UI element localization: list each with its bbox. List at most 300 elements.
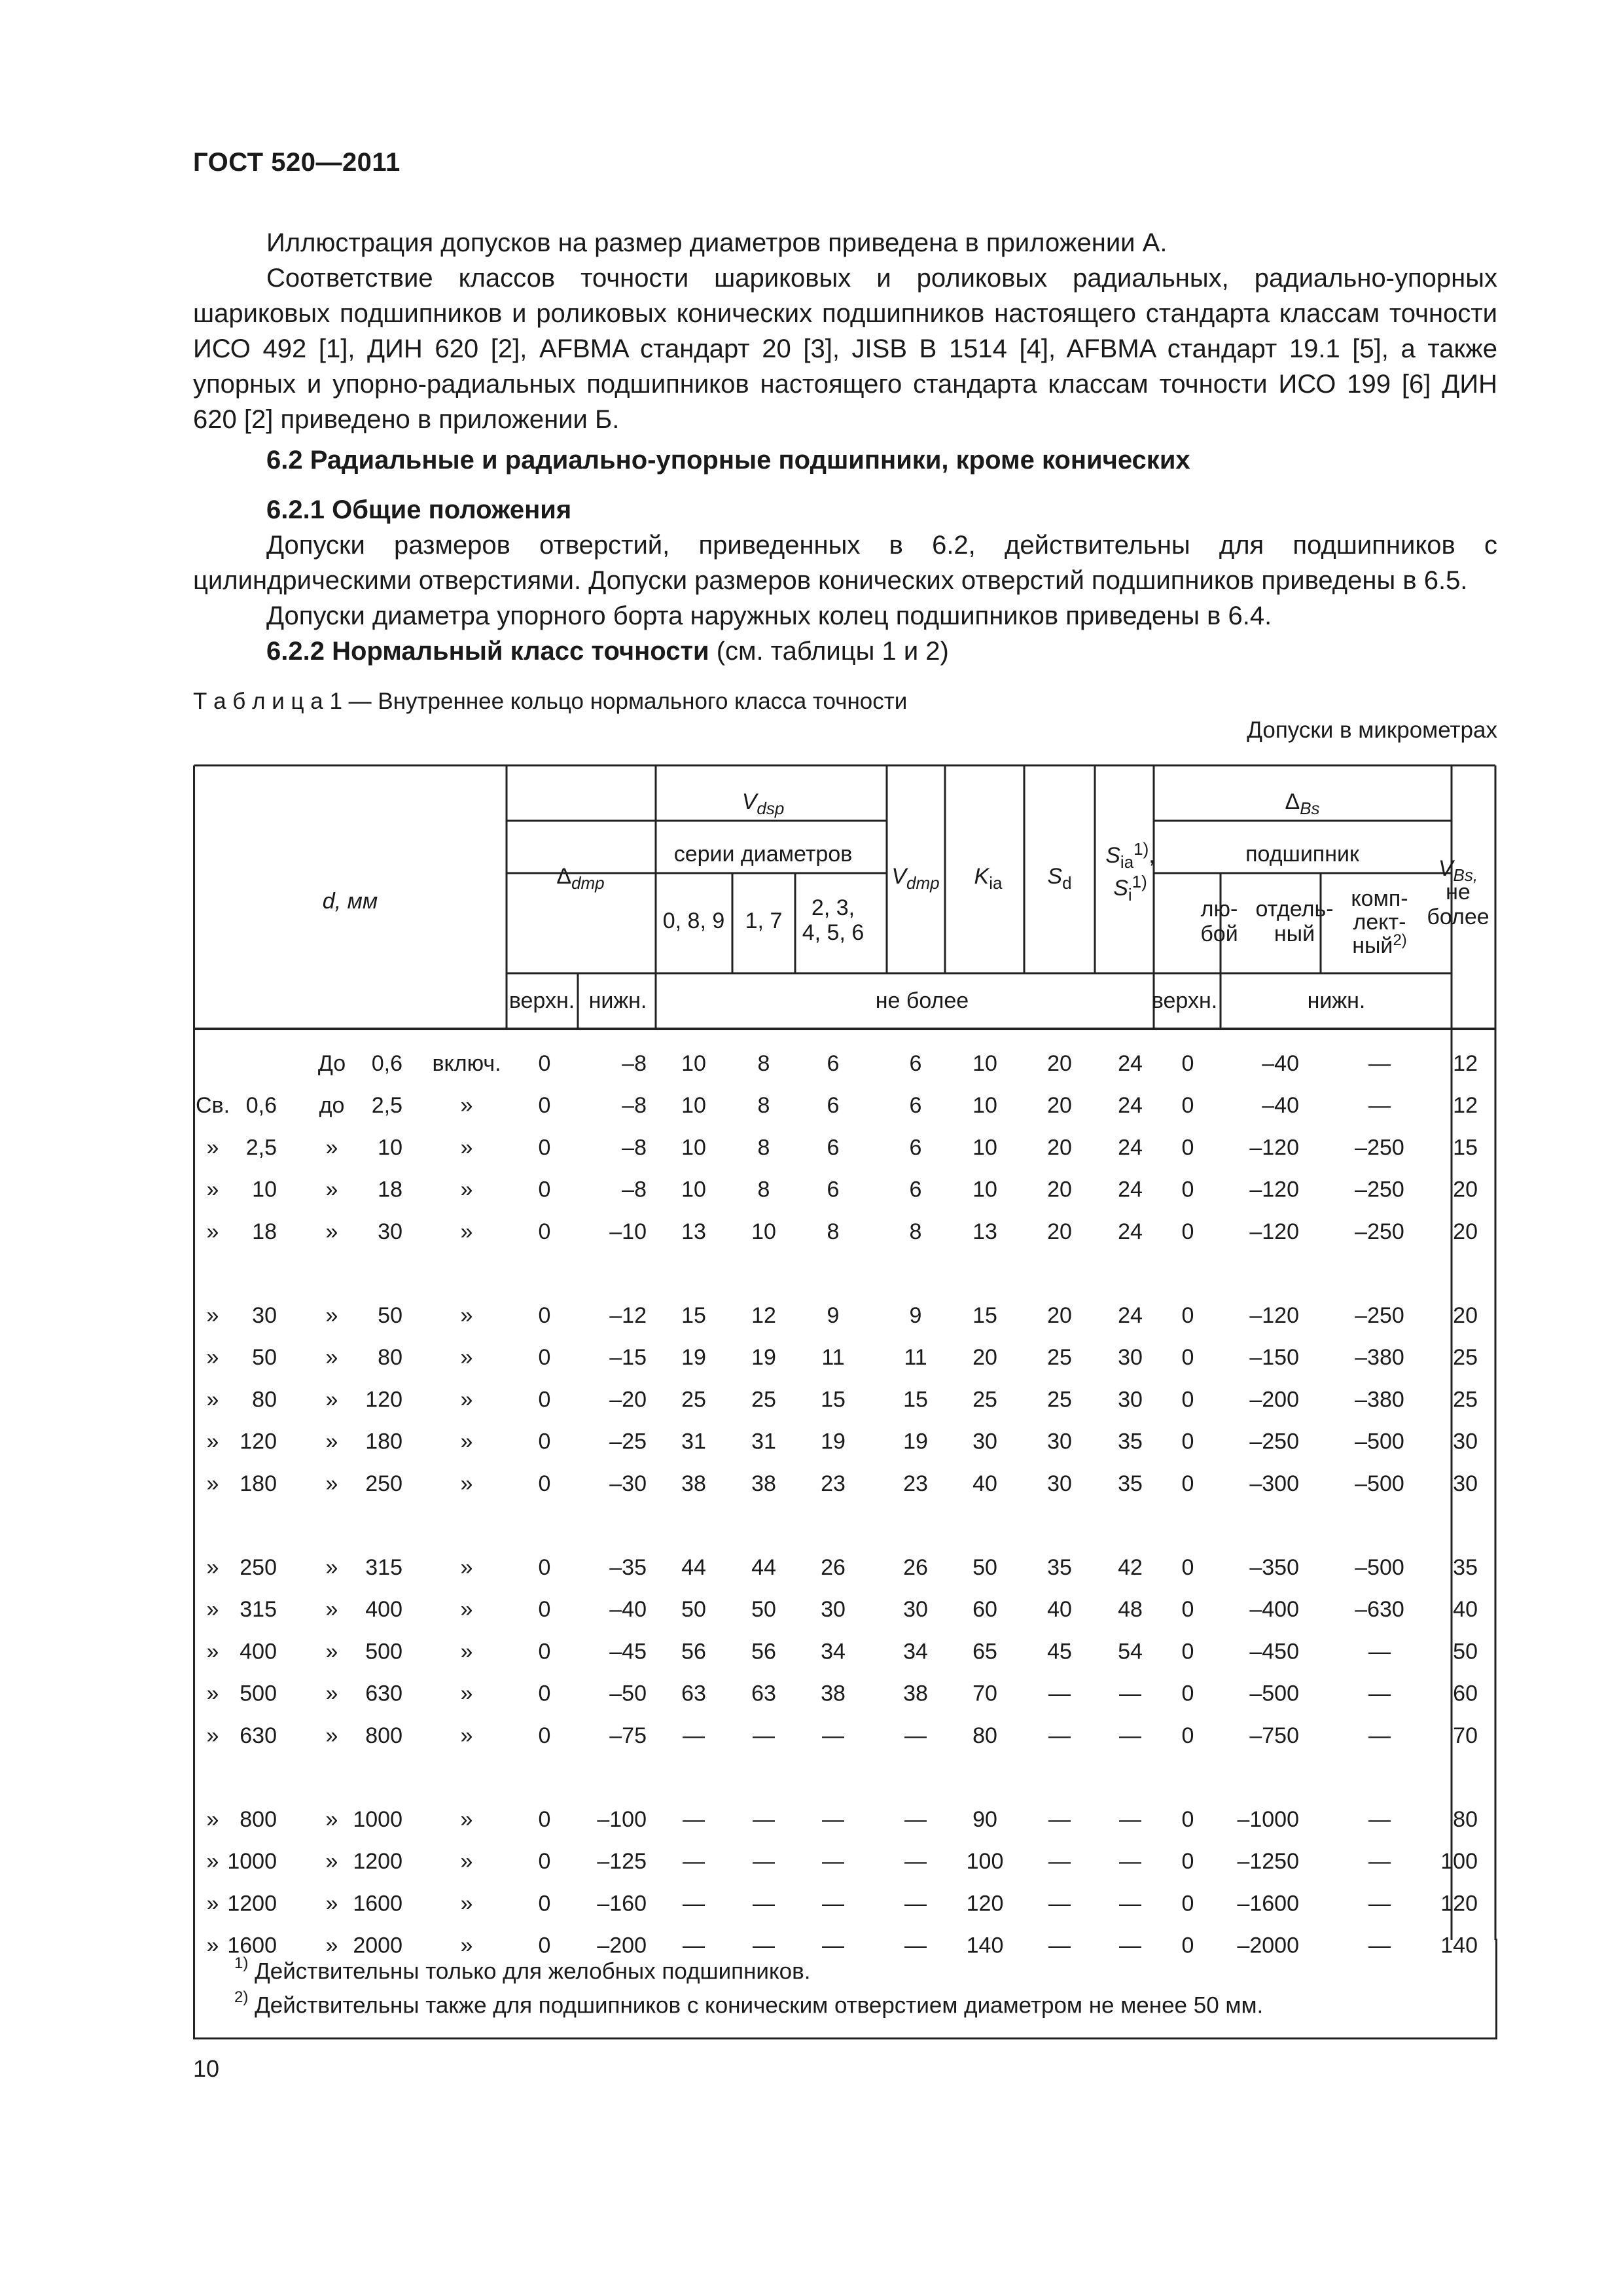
table-cell: —: [1368, 1723, 1391, 1748]
table-cell: 2,5: [245, 1135, 277, 1160]
table-cell: 0: [1181, 1303, 1194, 1328]
table-cell: »: [325, 1891, 338, 1916]
table-cell: 1200: [227, 1891, 277, 1916]
table-cell: 8: [757, 1177, 770, 1202]
header-upper-2: верхн.: [1151, 988, 1218, 1013]
table-cell: —: [1048, 1891, 1071, 1916]
table-cell: 800: [240, 1807, 277, 1832]
table-cell: »: [206, 1597, 219, 1623]
table-cell: 0: [1181, 1093, 1194, 1119]
table-cell: –500: [1355, 1555, 1404, 1580]
table-cell: 6: [909, 1093, 922, 1119]
table-cell: 0: [1181, 1135, 1194, 1160]
table-cell: –250: [1355, 1177, 1404, 1202]
table-cell: »: [460, 1933, 473, 1958]
table-cell: 15: [972, 1303, 997, 1328]
table-cell: —: [1048, 1723, 1071, 1748]
table-cell: 400: [240, 1639, 277, 1664]
table-cell: 30: [972, 1429, 997, 1454]
document-code: ГОСТ 520—2011: [193, 148, 401, 177]
table-cell: 630: [240, 1723, 277, 1748]
table-cell: 44: [681, 1555, 706, 1580]
table-cell: —: [1119, 1933, 1141, 1958]
table-cell: 13: [681, 1219, 706, 1244]
header-kit-a: комп-: [1351, 886, 1408, 911]
header-diameter-series: серии диаметров: [673, 842, 853, 867]
header-series-089: 0, 8, 9: [662, 908, 725, 933]
header-vdmp: $V_{dmp}$: [891, 864, 940, 893]
table-cell: –120: [1249, 1219, 1299, 1244]
table-cell: 0: [1181, 1345, 1194, 1371]
table-cell: –250: [1355, 1135, 1404, 1160]
table-cell: 30: [1453, 1471, 1478, 1496]
header-lower-2: нижн.: [1307, 988, 1366, 1013]
table-cell: 13: [972, 1219, 997, 1244]
header-series-17: 1, 7: [745, 908, 783, 933]
table-cell: —: [753, 1933, 775, 1958]
table-cell: 40: [1047, 1597, 1072, 1623]
table-cell: 2000: [353, 1933, 402, 1958]
table-cell: 20: [1047, 1303, 1072, 1328]
table-cell: 0: [538, 1723, 551, 1748]
tolerance-table-grid: [193, 764, 1497, 1958]
table-cell: –1600: [1237, 1891, 1299, 1916]
table-cell: 38: [751, 1471, 776, 1496]
header-kit-c: ный$^{2)}$: [1352, 931, 1407, 958]
table-cell: Св.: [195, 1093, 230, 1119]
table-cell: –75: [609, 1723, 647, 1748]
table-cell: 100: [1440, 1849, 1478, 1874]
table-cell: 18: [378, 1177, 402, 1202]
table-cell: 65: [972, 1639, 997, 1664]
table-cell: »: [460, 1177, 473, 1202]
table-cell: —: [904, 1849, 927, 1874]
table-cell: 0: [1181, 1051, 1194, 1076]
table-cell: –40: [1262, 1093, 1299, 1119]
table-cell: —: [1368, 1093, 1391, 1119]
table-cell: —: [683, 1723, 705, 1748]
table-cell: »: [460, 1219, 473, 1244]
table-cell: 38: [821, 1681, 846, 1706]
header-vbs-not: не: [1446, 880, 1471, 905]
table-cell: –500: [1355, 1471, 1404, 1496]
table-cell: 90: [972, 1807, 997, 1832]
header-upper: верхн.: [508, 988, 575, 1013]
table-cell: –12: [609, 1303, 647, 1328]
table-cell: 0: [1181, 1597, 1194, 1623]
table-cell: »: [206, 1471, 219, 1496]
table-cell: —: [904, 1723, 927, 1748]
table-cell: 70: [1453, 1723, 1478, 1748]
table-cell: 10: [972, 1135, 997, 1160]
table-cell: 80: [1453, 1807, 1478, 1832]
table-cell: 250: [365, 1471, 402, 1496]
table-cell: —: [904, 1807, 927, 1832]
table-cell: —: [822, 1933, 844, 1958]
table-cell: »: [325, 1219, 338, 1244]
table-cell: 63: [681, 1681, 706, 1706]
header-separate-a: отдель-: [1255, 897, 1334, 922]
table-cell: 180: [240, 1471, 277, 1496]
table-cell: 1600: [353, 1891, 402, 1916]
table-cell: 45: [1047, 1639, 1072, 1664]
table-cell: »: [206, 1177, 219, 1202]
table-cell: 9: [827, 1303, 840, 1328]
table-cell: »: [206, 1303, 219, 1328]
table-cell: 80: [378, 1345, 402, 1371]
table-cell: 35: [1453, 1555, 1478, 1580]
table-cell: 6: [827, 1093, 840, 1119]
table-cell: »: [206, 1723, 219, 1748]
table-cell: –350: [1249, 1555, 1299, 1580]
table-cell: 25: [1047, 1387, 1072, 1412]
table-cell: 24: [1118, 1177, 1143, 1202]
table-cell: »: [460, 1849, 473, 1874]
table-cell: 20: [1047, 1051, 1072, 1076]
table-cell: 630: [365, 1681, 402, 1706]
table-cell: 140: [1440, 1933, 1478, 1958]
table-cell: 24: [1118, 1219, 1143, 1244]
table-footnotes: [193, 1939, 1497, 2039]
header-any-b: бой: [1200, 922, 1238, 946]
header-not-more: не более: [875, 988, 969, 1013]
table-cell: –40: [1262, 1051, 1299, 1076]
table-cell: 40: [1453, 1597, 1478, 1623]
table-cell: –25: [609, 1429, 647, 1454]
table-cell: —: [683, 1891, 705, 1916]
table-cell: 24: [1118, 1303, 1143, 1328]
table-cell: »: [206, 1849, 219, 1874]
table-cell: »: [206, 1807, 219, 1832]
table-cell: 56: [751, 1639, 776, 1664]
table-cell: –380: [1355, 1387, 1404, 1412]
table-cell: 15: [821, 1387, 846, 1412]
table-cell: 56: [681, 1639, 706, 1664]
table-cell: —: [1048, 1807, 1071, 1832]
table-cell: 9: [909, 1303, 922, 1328]
header-sia: $S_{ia}^{1)}$,: [1105, 839, 1155, 872]
table-cell: »: [325, 1639, 338, 1664]
table-cell: 30: [903, 1597, 928, 1623]
table-cell: 19: [903, 1429, 928, 1454]
table-cell: 20: [1047, 1135, 1072, 1160]
table-cell: 26: [903, 1555, 928, 1580]
table-cell: 20: [1047, 1177, 1072, 1202]
table-cell: –150: [1249, 1345, 1299, 1371]
table-cell: 0: [1181, 1891, 1194, 1916]
table-cell: —: [1048, 1849, 1071, 1874]
table-cell: »: [206, 1891, 219, 1916]
table-cell: »: [460, 1135, 473, 1160]
table-cell: 24: [1118, 1051, 1143, 1076]
table-cell: 8: [757, 1135, 770, 1160]
table-cell: 42: [1118, 1555, 1143, 1580]
table-cell: –50: [609, 1681, 647, 1706]
table-cell: »: [325, 1387, 338, 1412]
table-cell: –40: [609, 1597, 647, 1623]
table-cell: –15: [609, 1345, 647, 1371]
table-cell: —: [1119, 1723, 1141, 1748]
table-cell: »: [325, 1345, 338, 1371]
table-cell: 10: [378, 1135, 402, 1160]
table-cell: –300: [1249, 1471, 1299, 1496]
table-cell: 63: [751, 1681, 776, 1706]
table-cell: –380: [1355, 1345, 1404, 1371]
table-cell: 6: [827, 1135, 840, 1160]
header-si: $S_i^{1)}$: [1113, 872, 1147, 905]
table-cell: »: [325, 1597, 338, 1623]
table-cell: 0: [1181, 1639, 1194, 1664]
table-cell: –8: [622, 1051, 647, 1076]
table-cell: 1600: [227, 1933, 277, 1958]
table-cell: 19: [681, 1345, 706, 1371]
section-6-2-1-paragraph-2: Допуски диаметра упорного борта наружных колец подшипников приведены в 6.4.: [266, 601, 1272, 630]
table-cell: 0: [1181, 1219, 1194, 1244]
table-cell: 31: [751, 1429, 776, 1454]
table-cell: 44: [751, 1555, 776, 1580]
table-cell: 10: [252, 1177, 277, 1202]
table-cell: 0: [538, 1177, 551, 1202]
table-cell: 60: [1453, 1681, 1478, 1706]
table-cell: »: [206, 1135, 219, 1160]
table-cell: 0: [1181, 1933, 1194, 1958]
table-cell: 48: [1118, 1597, 1143, 1623]
table-cell: 25: [1453, 1387, 1478, 1412]
table-body: [196, 1051, 1478, 1958]
table-cell: 23: [903, 1471, 928, 1496]
table-cell: 30: [252, 1303, 277, 1328]
table-cell: –8: [622, 1093, 647, 1119]
table-cell: »: [206, 1429, 219, 1454]
table-cell: 6: [909, 1135, 922, 1160]
table-cell: —: [683, 1807, 705, 1832]
section-6-2-1-body: [193, 528, 1497, 634]
table-cell: –45: [609, 1639, 647, 1664]
table-cell: —: [822, 1723, 844, 1748]
table-cell: 18: [252, 1219, 277, 1244]
table-cell: 0: [538, 1387, 551, 1412]
table-cell: »: [325, 1303, 338, 1328]
header-series-23456-a: 2, 3,: [811, 895, 855, 920]
table-cell: –125: [597, 1849, 647, 1874]
table-cell: 0: [538, 1345, 551, 1371]
table-cell: 10: [972, 1177, 997, 1202]
table-cell: 50: [378, 1303, 402, 1328]
table-cell: 0: [538, 1639, 551, 1664]
table-cell: —: [683, 1849, 705, 1874]
table-cell: 30: [1453, 1429, 1478, 1454]
header-separate-b: ный: [1274, 922, 1315, 946]
table-cell: »: [206, 1639, 219, 1664]
table-cell: 10: [681, 1051, 706, 1076]
table-cell: —: [683, 1933, 705, 1958]
table-cell: 34: [903, 1639, 928, 1664]
table-cell: 0: [538, 1681, 551, 1706]
table-cell: 10: [681, 1135, 706, 1160]
table-cell: 0: [1181, 1555, 1194, 1580]
header-bearing: подшипник: [1245, 842, 1359, 867]
table-cell: 25: [1453, 1345, 1478, 1371]
table-cell: —: [1368, 1807, 1391, 1832]
table-cell: –8: [622, 1177, 647, 1202]
table-cell: »: [460, 1891, 473, 1916]
table-cell: до: [319, 1093, 345, 1119]
table-cell: 800: [365, 1723, 402, 1748]
section-6-2-title: 6.2 Радиальные и радиально-упорные подшипники, кроме конических: [266, 446, 1190, 475]
table-cell: –35: [609, 1555, 647, 1580]
table-cell: 0: [538, 1429, 551, 1454]
table-cell: –250: [1249, 1429, 1299, 1454]
table-cell: 180: [365, 1429, 402, 1454]
table-cell: 2,5: [371, 1093, 402, 1119]
table-cell: »: [325, 1471, 338, 1496]
table-cell: 25: [1047, 1345, 1072, 1371]
table-cell: »: [325, 1849, 338, 1874]
table-cell: »: [325, 1177, 338, 1202]
table-cell: 0: [538, 1219, 551, 1244]
header-delta-bs: $\Delta_{Bs}$: [1285, 789, 1320, 818]
table-cell: –750: [1249, 1723, 1299, 1748]
table-cell: 1000: [227, 1849, 277, 1874]
table-cell: 0: [538, 1135, 551, 1160]
table-cell: 0: [538, 1303, 551, 1328]
table-cell: »: [325, 1807, 338, 1832]
table-cell: 20: [1047, 1093, 1072, 1119]
table-cell: —: [1368, 1681, 1391, 1706]
table-cell: 24: [1118, 1135, 1143, 1160]
table-cell: 8: [909, 1219, 922, 1244]
table-cell: 50: [681, 1597, 706, 1623]
table-cell: 25: [751, 1387, 776, 1412]
table-cell: 120: [240, 1429, 277, 1454]
table-cell: 10: [972, 1093, 997, 1119]
table-cell: —: [1048, 1933, 1071, 1958]
table-cell: —: [904, 1933, 927, 1958]
table-cell: 1000: [353, 1807, 402, 1832]
table-cell: 30: [821, 1597, 846, 1623]
table-cell: 50: [751, 1597, 776, 1623]
table-cell: –120: [1249, 1303, 1299, 1328]
table-cell: 0: [538, 1807, 551, 1832]
table-cell: 0: [538, 1471, 551, 1496]
table-cell: 20: [972, 1345, 997, 1371]
table-cell: »: [206, 1345, 219, 1371]
table-cell: 0,6: [371, 1051, 402, 1076]
table-cell: 26: [821, 1555, 846, 1580]
table-cell: —: [1048, 1681, 1071, 1706]
page-number: 10: [193, 2055, 220, 2082]
table-cell: 0: [538, 1093, 551, 1119]
table-cell: 120: [966, 1891, 1004, 1916]
table-cell: 0: [538, 1051, 551, 1076]
table-cell: —: [1368, 1639, 1391, 1664]
table-cell: »: [460, 1471, 473, 1496]
table-cell: 25: [681, 1387, 706, 1412]
table-cell: 19: [821, 1429, 846, 1454]
table-cell: 12: [1453, 1051, 1478, 1076]
table-cell: 35: [1047, 1555, 1072, 1580]
table-cell: включ.: [432, 1051, 501, 1076]
table-cell: 80: [972, 1723, 997, 1748]
table-cell: 70: [972, 1681, 997, 1706]
table-cell: —: [1119, 1681, 1141, 1706]
table-cell: 30: [1047, 1471, 1072, 1496]
intro-text: [193, 225, 1497, 437]
table-cell: 20: [1047, 1219, 1072, 1244]
table-cell: »: [460, 1807, 473, 1832]
table-cell: 11: [821, 1345, 845, 1371]
table-cell: –500: [1249, 1681, 1299, 1706]
table-cell: 12: [1453, 1093, 1478, 1119]
table-cell: 30: [1118, 1387, 1143, 1412]
table-cell: 15: [681, 1303, 706, 1328]
header-series-23456-b: 4, 5, 6: [802, 920, 865, 945]
table-cell: »: [325, 1933, 338, 1958]
table-cell: 20: [1453, 1303, 1478, 1328]
table-cell: 0: [1181, 1723, 1194, 1748]
section-6-2-1-title: 6.2.1 Общие положения: [266, 495, 572, 524]
table-cell: 23: [821, 1471, 846, 1496]
table-cell: 50: [972, 1555, 997, 1580]
header-d: d, мм: [322, 889, 378, 914]
section-6-2-2: [266, 634, 1497, 669]
table-cell: –200: [597, 1933, 647, 1958]
table-cell: —: [753, 1849, 775, 1874]
table-cell: –1000: [1237, 1807, 1299, 1832]
table-cell: 8: [827, 1219, 840, 1244]
table-cell: »: [460, 1303, 473, 1328]
table-cell: 0: [1181, 1387, 1194, 1412]
table-cell: 11: [904, 1345, 927, 1371]
header-kit-b: лект-: [1353, 910, 1406, 935]
table-cell: –120: [1249, 1135, 1299, 1160]
table-cell: »: [206, 1387, 219, 1412]
table-cell: 50: [1453, 1639, 1478, 1664]
table-cell: —: [753, 1723, 775, 1748]
table-cell: 54: [1118, 1639, 1143, 1664]
table-cell: »: [325, 1429, 338, 1454]
table-cell: 40: [972, 1471, 997, 1496]
table-cell: 0: [538, 1597, 551, 1623]
table-cell: До: [317, 1051, 346, 1076]
table-caption: Т а б л и ц а 1 — Внутреннее кольцо нормального класса точности: [193, 689, 908, 714]
table-cell: »: [460, 1723, 473, 1748]
table-cell: »: [460, 1639, 473, 1664]
table-cell: 120: [1440, 1891, 1478, 1916]
table-cell: 10: [751, 1219, 776, 1244]
table-cell: –2000: [1237, 1933, 1299, 1958]
table-cell: 30: [1118, 1345, 1143, 1371]
table-units: Допуски в микрометрах: [1247, 717, 1497, 743]
table-cell: –400: [1249, 1597, 1299, 1623]
table-cell: –30: [609, 1471, 647, 1496]
table-cell: »: [325, 1135, 338, 1160]
table-cell: 0: [1181, 1807, 1194, 1832]
table-cell: 315: [365, 1555, 402, 1580]
table-cell: 15: [1453, 1135, 1478, 1160]
table-cell: –20: [609, 1387, 647, 1412]
table-cell: 0: [538, 1555, 551, 1580]
table-cell: »: [460, 1387, 473, 1412]
table-cell: —: [1119, 1849, 1141, 1874]
table-cell: »: [206, 1219, 219, 1244]
table-cell: »: [460, 1555, 473, 1580]
table-cell: »: [460, 1429, 473, 1454]
table-cell: —: [1368, 1933, 1391, 1958]
table-cell: »: [460, 1597, 473, 1623]
table-cell: 500: [240, 1681, 277, 1706]
header-vdsp: $V_{dsp}$: [741, 789, 785, 818]
